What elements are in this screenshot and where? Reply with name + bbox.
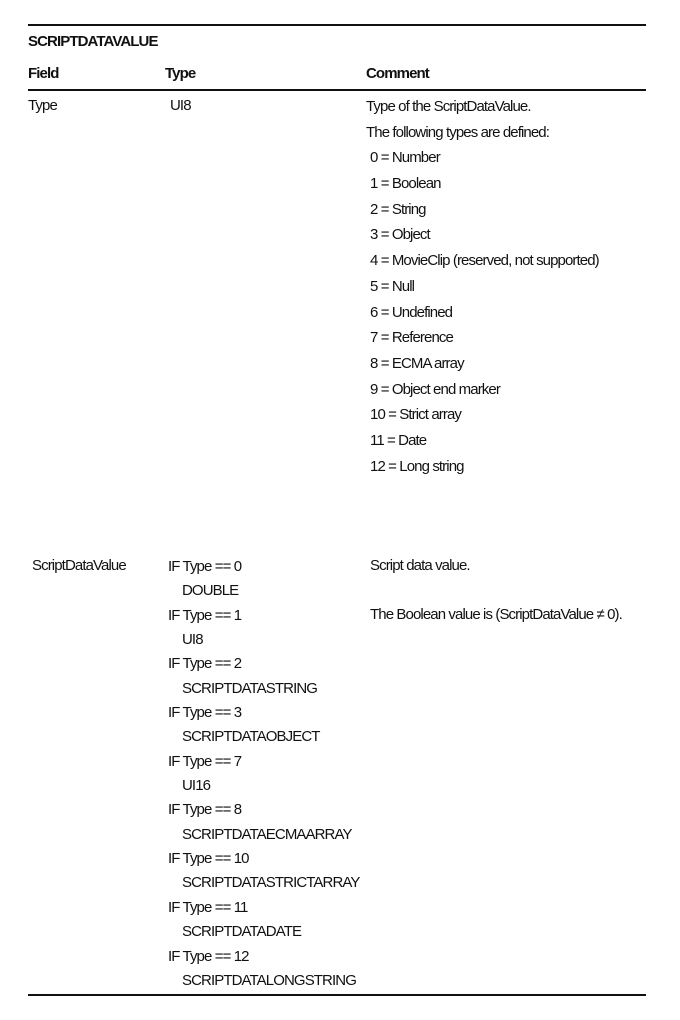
row-type-field: Type [28,97,57,114]
type-def: 3 = Object [370,226,430,244]
type-def: 11 = Date [370,431,427,449]
type-value: SCRIPTDATALONGSTRING [182,971,356,989]
type-def: 5 = Null [370,277,415,295]
comment-line: Type of the ScriptDataValue. [366,98,531,115]
type-condition: IF Type == 8 [168,801,242,819]
type-def: 12 = Long string [370,457,464,475]
type-def: 4 = MovieClip (reserved, not supported) [370,252,599,270]
type-condition: IF Type == 1 [168,606,242,624]
row-type-type: UI8 [170,97,191,114]
type-value: SCRIPTDATAOBJECT [182,728,320,746]
type-def: 9 = Object end marker [370,380,500,398]
type-def: 1 = Boolean [370,175,441,193]
row-type-comment [366,97,599,482]
type-value: SCRIPTDATASTRICTARRAY [182,874,360,892]
type-value: SCRIPTDATASTRING [182,679,318,697]
type-def: 8 = ECMA array [370,354,464,372]
type-value: DOUBLE [182,582,239,600]
row-sdv-field: ScriptDataValue [32,557,126,574]
type-condition: IF Type == 10 [168,850,249,868]
type-value: UI16 [182,777,211,795]
type-value: UI8 [182,631,203,649]
type-condition: IF Type == 2 [168,655,242,673]
type-value: SCRIPTDATAECMAARRAY [182,825,352,843]
row-sdv-type [168,557,360,995]
type-condition: IF Type == 12 [168,947,249,965]
type-condition: IF Type == 3 [168,704,242,722]
header-rule [28,89,646,91]
bottom-rule [28,994,646,996]
row-sdv-comment-1: Script data value. [370,557,470,574]
type-def: 10 = Strict array [370,406,461,424]
top-rule [28,24,646,26]
type-def: 6 = Undefined [370,303,453,321]
type-def: 7 = Reference [370,329,453,347]
type-condition: IF Type == 0 [168,558,242,575]
type-def: 2 = String [370,200,426,218]
type-value: SCRIPTDATADATE [182,923,302,941]
header-type: Type [165,65,196,82]
type-def: 0 = Number [370,149,440,167]
type-condition: IF Type == 7 [168,752,242,770]
header-field: Field [28,65,59,82]
row-sdv-comment-2: The Boolean value is (ScriptDataValue ≠ 0). [370,606,622,623]
table-title: SCRIPTDATAVALUE [28,33,158,50]
type-condition: IF Type == 11 [168,898,248,916]
comment-line: The following types are defined: [366,123,549,141]
header-comment: Comment [366,65,429,82]
